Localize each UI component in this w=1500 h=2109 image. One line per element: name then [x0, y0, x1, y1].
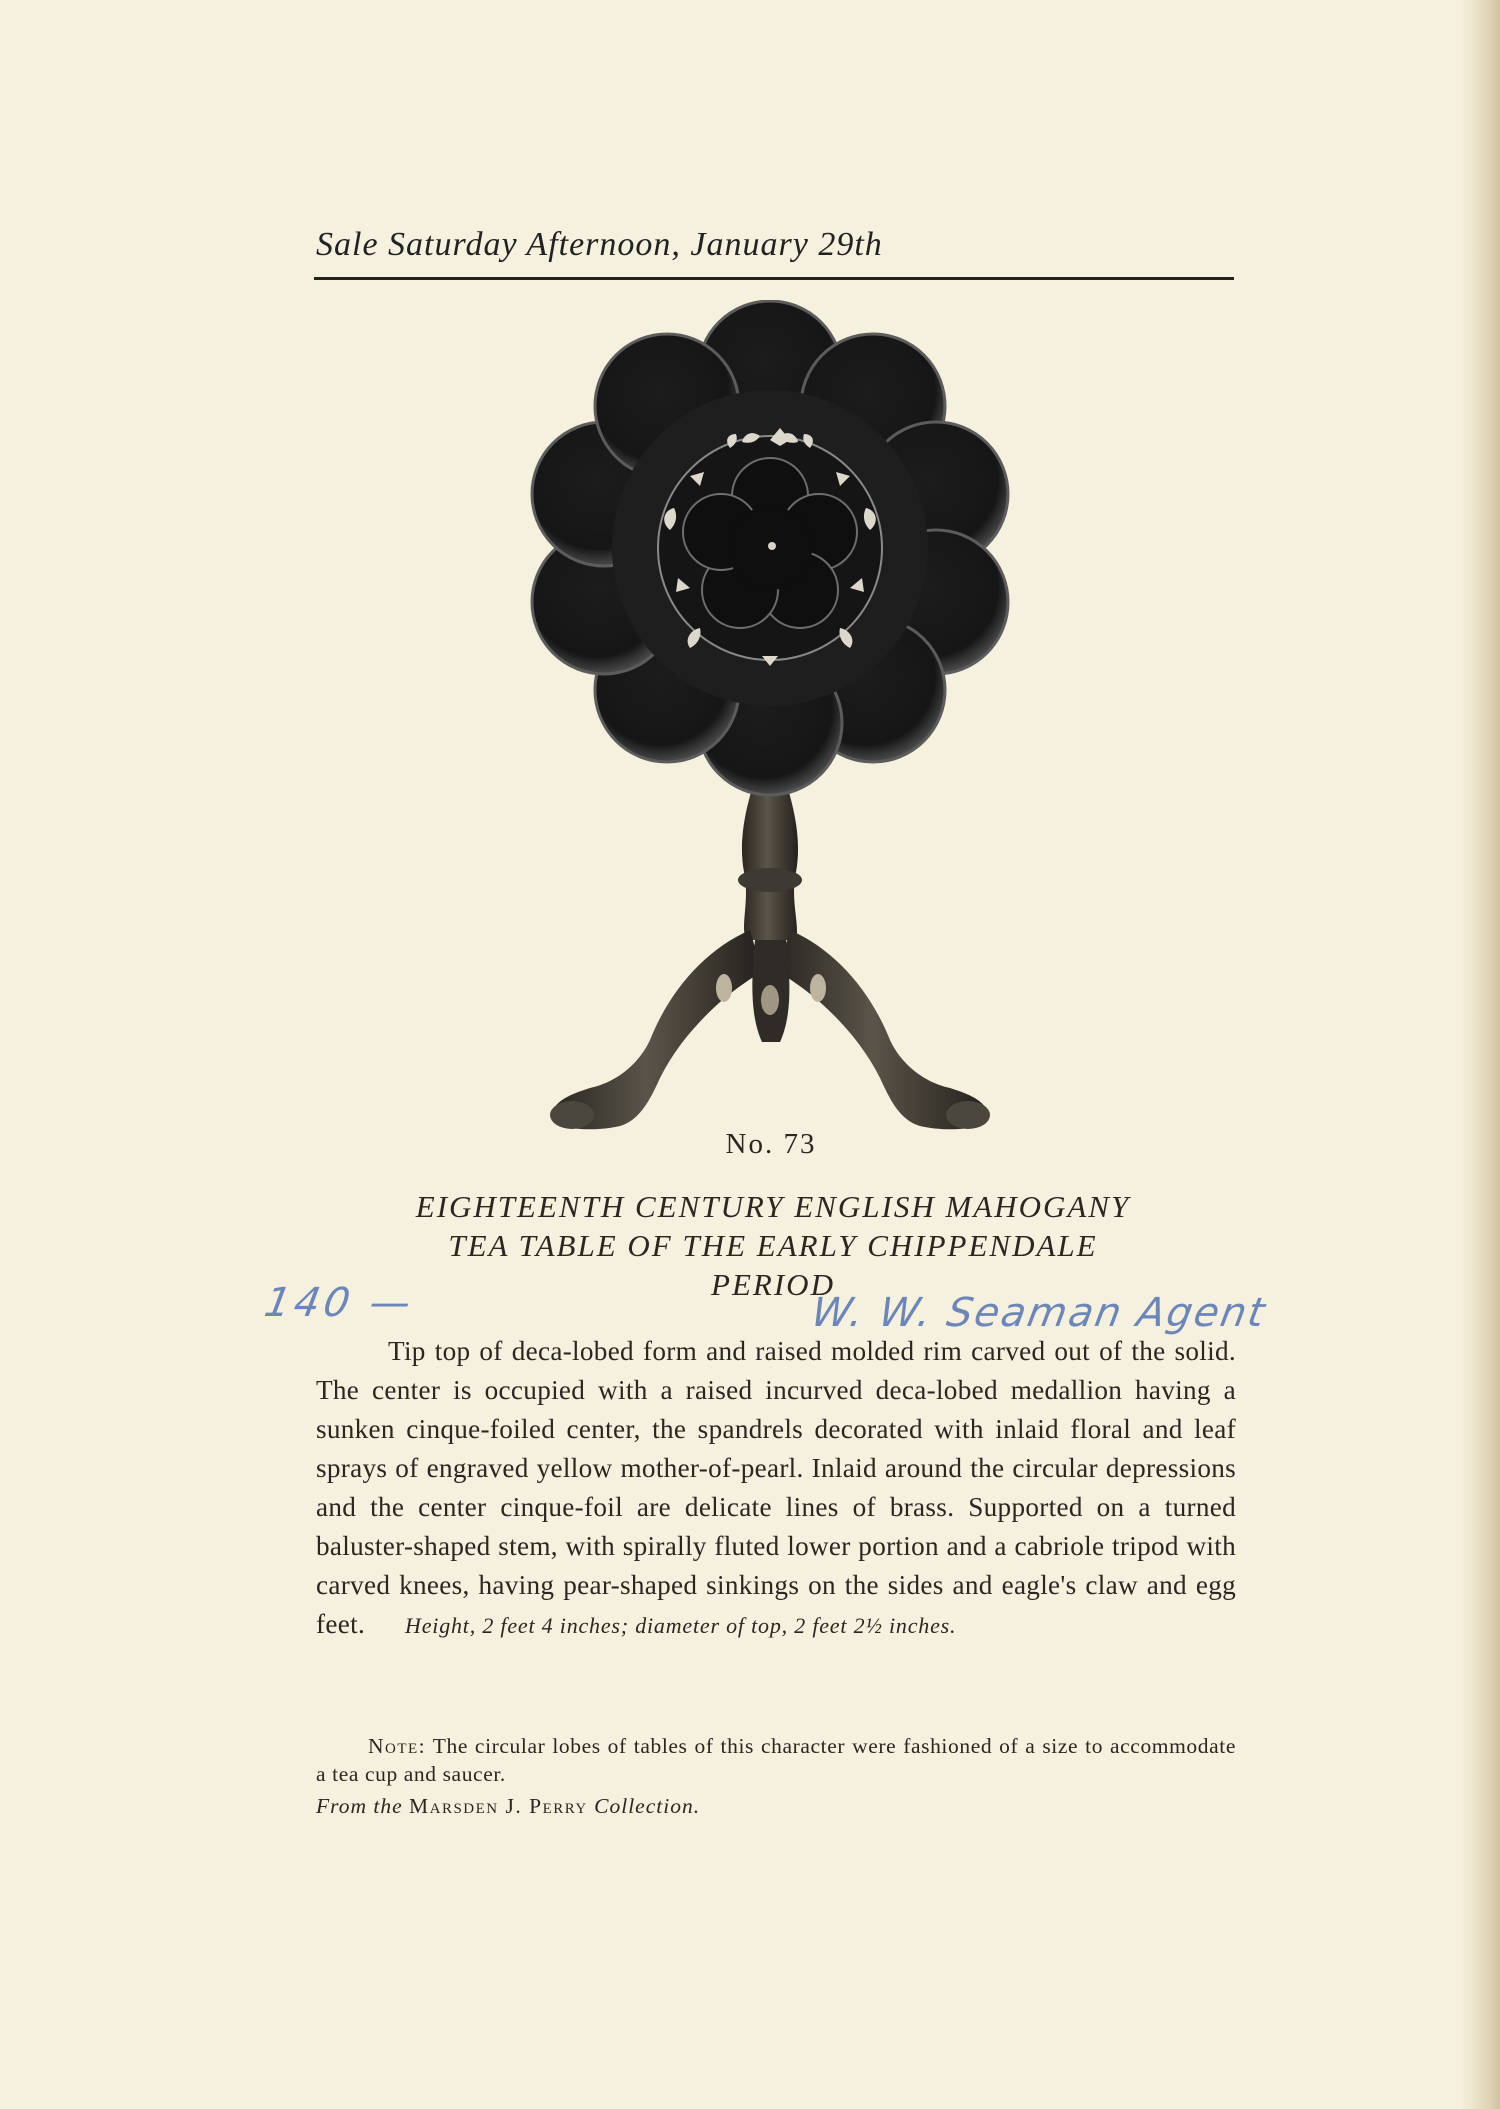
title-line-2: TEA TABLE OF THE EARLY CHIPPENDALE: [448, 1228, 1098, 1263]
description-text: Tip top of deca-lobed form and raised molded rim carved out of the solid. The center is occupied with a raised incurved deca-lobed medallion having a sunken cinque-foiled center, the spandrels decorated with inlaid floral and leaf sprays of engraved yellow mother-of-pearl. Inlaid around the circular depressions and the center cinque-foil are delicate lines of brass. Supported on a turned baluster-shaped stem, with spirally fluted lower portion and a cabriole tripod with carved knees, having pear-shaped sinkings on the sides and eagle's claw and egg feet.: [316, 1336, 1236, 1639]
lot-description: [316, 1332, 1236, 1645]
lot-number: No. 73: [725, 1128, 817, 1160]
page-header: Sale Saturday Afternoon, January 29th: [316, 226, 883, 263]
dimensions: Height, 2 feet 4 inches; diameter of top, 2 feet 2½ inches.: [405, 1613, 957, 1638]
lot-title: [310, 1187, 1236, 1304]
page-edge-shadow: [1460, 0, 1500, 2109]
provenance-name: Marsden J. Perry: [409, 1794, 588, 1818]
table-top: [532, 301, 1008, 795]
provenance: [316, 1794, 1236, 1819]
table-base: [550, 770, 990, 1129]
title-line-1: EIGHTEENTH CENTURY ENGLISH MAHOGANY: [415, 1189, 1131, 1224]
title-line-3: PERIOD: [711, 1267, 835, 1302]
note: [316, 1732, 1236, 1788]
provenance-suffix: Collection.: [594, 1794, 701, 1818]
note-label: Note:: [368, 1734, 427, 1758]
header-rule: [314, 277, 1234, 280]
handwritten-buyer: W. W. Seaman Agent: [807, 1290, 1270, 1336]
note-text: The circular lobes of tables of this character were fashioned of a size to accommodate a tea cup and saucer.: [316, 1734, 1236, 1786]
handwritten-price: 140 —: [260, 1280, 419, 1326]
tea-table-photograph: [500, 300, 1040, 1130]
provenance-prefix: From the: [316, 1794, 403, 1818]
